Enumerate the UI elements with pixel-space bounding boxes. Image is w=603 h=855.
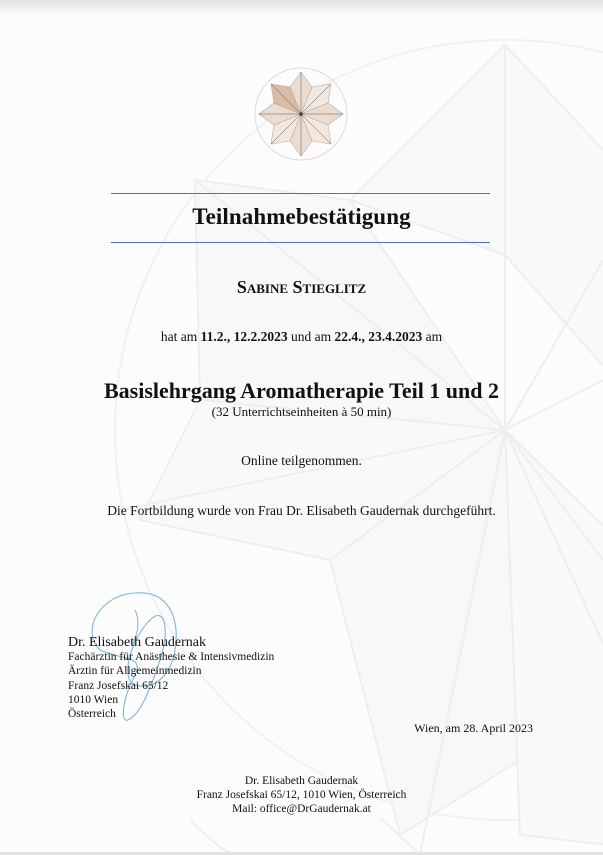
footer-name: Dr. Elisabeth Gaudernak <box>244 775 359 787</box>
conducted-by: Die Fortbildung wurde von Frau Dr. Elisabeth Gaudernak durchgeführt. <box>107 503 496 518</box>
signer-block <box>68 635 274 721</box>
title-rule-top <box>111 193 490 194</box>
signer-country: Österreich <box>68 708 116 721</box>
dates-first-block: 11.2., 12.2.2023 <box>200 329 288 344</box>
dates-middle: und am <box>287 329 335 344</box>
signer-title-1: Fachärztin für Anästhesie & Intensivmedizin <box>68 651 275 663</box>
footer <box>0 774 603 816</box>
eight-petal-star-logo-icon <box>253 66 349 162</box>
footer-address: Franz Josefskai 65/12, 1010 Wien, Österreich <box>196 789 407 801</box>
signer-title-2: Ärztin für Allgemeinmedizin <box>68 665 202 678</box>
participation-mode: Online teilgenommen. <box>241 453 362 468</box>
signer-name: Dr. Elisabeth Gaudernak <box>68 635 207 650</box>
signer-street: Franz Josefskai 65/12 <box>68 679 169 692</box>
signer-city: 1010 Wien <box>68 693 119 706</box>
title-rule-bottom <box>111 242 490 243</box>
course-title: Basislehrgang Aromatherapie Teil 1 und 2 <box>103 378 500 403</box>
certificate-title: Teilnahmebestätigung <box>192 204 411 229</box>
participant-name: Sabine Stieglitz <box>236 277 367 297</box>
dates-prefix: hat am <box>160 329 201 344</box>
dates-second-block: 22.4., 23.4.2023 <box>334 329 423 344</box>
place-and-date: Wien, am 28. April 2023 <box>414 721 533 735</box>
course-units: (32 Unterrichtseinheiten à 50 min) <box>211 404 392 419</box>
dates-suffix: am <box>422 329 443 344</box>
footer-mail[interactable]: Mail: office@DrGaudernak.at <box>232 803 371 815</box>
dates-line <box>0 329 603 345</box>
